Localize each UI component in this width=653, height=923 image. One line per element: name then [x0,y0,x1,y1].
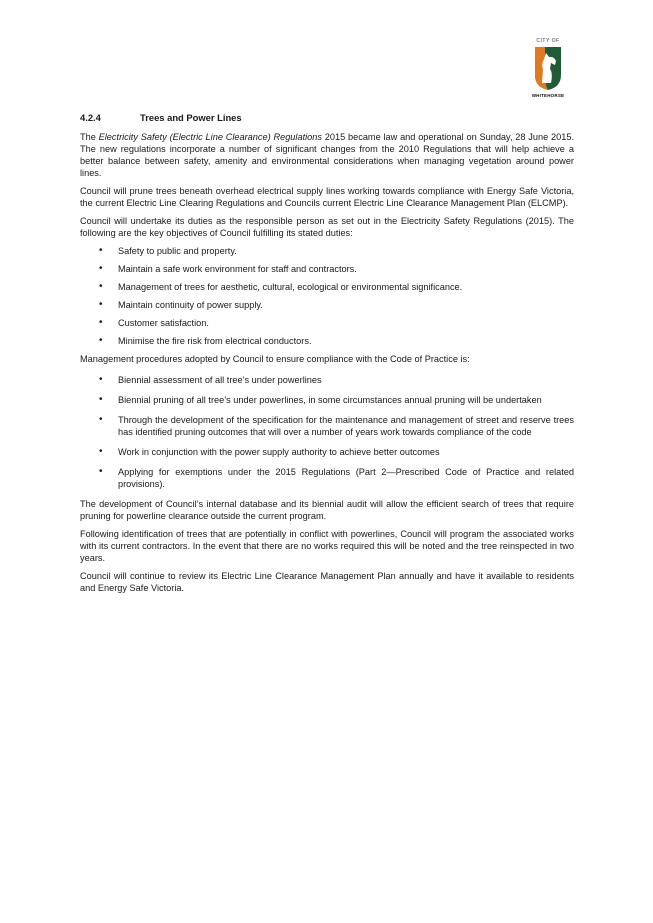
horse-crest-icon [533,45,563,91]
intro-paragraph: The Electricity Safety (Electric Line Clearance) Regulations 2015 became law and operational on Sunday, 28 June 2015. The new regulations incorporate a number of significant changes from the 2010 Regulations that will help achieve a better balance between safety, amenity and environmental considerations when managing vegetation around power lines. [80,132,575,178]
list-item: • Work in conjunction with the power supply authority to achieve better outcomes [80,446,574,458]
logo-wordmark: WHITEHORSE [531,93,565,98]
section-number: 4.2.4 [80,112,101,123]
regulation-title: Electricity Safety (Electric Line Clearance) Regulations [98,132,322,142]
identification-paragraph: Following identification of trees that are potentially in conflict with powerlines, Council will program the associated works with its current contractors. In the event that there are no works required this will be noted and the tree reinspected in two years. [80,529,574,563]
list-item: • Biennial pruning of all tree’s under powerlines, in some circumstances annual pruning will be undertaken [80,394,574,406]
list-item: • Customer satisfaction. [80,317,574,329]
list-item: • Biennial assessment of all tree’s under powerlines [80,374,574,386]
procedures-intro-paragraph: Management procedures adopted by Council to ensure compliance with the Code of Practice is: [80,354,470,364]
list-item: • Maintain continuity of power supply. [80,299,574,311]
section-heading [80,112,574,124]
list-item: • Maintain a safe work environment for staff and contractors. [80,263,574,275]
procedures-list [80,374,574,490]
document-body [80,112,574,600]
logo-city-of-text: CITY OF [536,38,560,44]
duties-paragraph: Council will undertake its duties as the responsible person as set out in the Electricity Safety Regulations (2015). The following are the key objectives of Council fulfilling its stated duties: [80,216,574,238]
city-of-whitehorse-logo [528,38,568,100]
list-item: • Safety to public and property. [80,245,574,257]
pruning-paragraph: Council will prune trees beneath overhead electrical supply lines working towards compliance with Energy Safe Victoria, the current Electric Line Clearing Regulations and Councils current Electric Line Clearance Management Plan (ELCMP). [80,186,574,208]
list-item: • Minimise the fire risk from electrical conductors. [80,335,574,347]
review-paragraph: Council will continue to review its Electric Line Clearance Management Plan annually and have it available to residents and Energy Safe Victoria. [80,571,574,593]
section-title: Trees and Power Lines [140,112,242,123]
list-item: • Management of trees for aesthetic, cultural, ecological or environmental significance. [80,281,574,293]
list-item: • Through the development of the specification for the maintenance and management of street and reserve trees has identified pruning outcomes that will over a number of years work towards compliance of the code [80,414,574,438]
objectives-list [80,245,574,347]
database-paragraph: The development of Council’s internal database and its biennial audit will allow the efficient search of trees that require pruning for powerline clearance outside the current program. [80,499,574,521]
list-item: • Applying for exemptions under the 2015 Regulations (Part 2—Prescribed Code of Practice and related provisions). [80,466,574,490]
